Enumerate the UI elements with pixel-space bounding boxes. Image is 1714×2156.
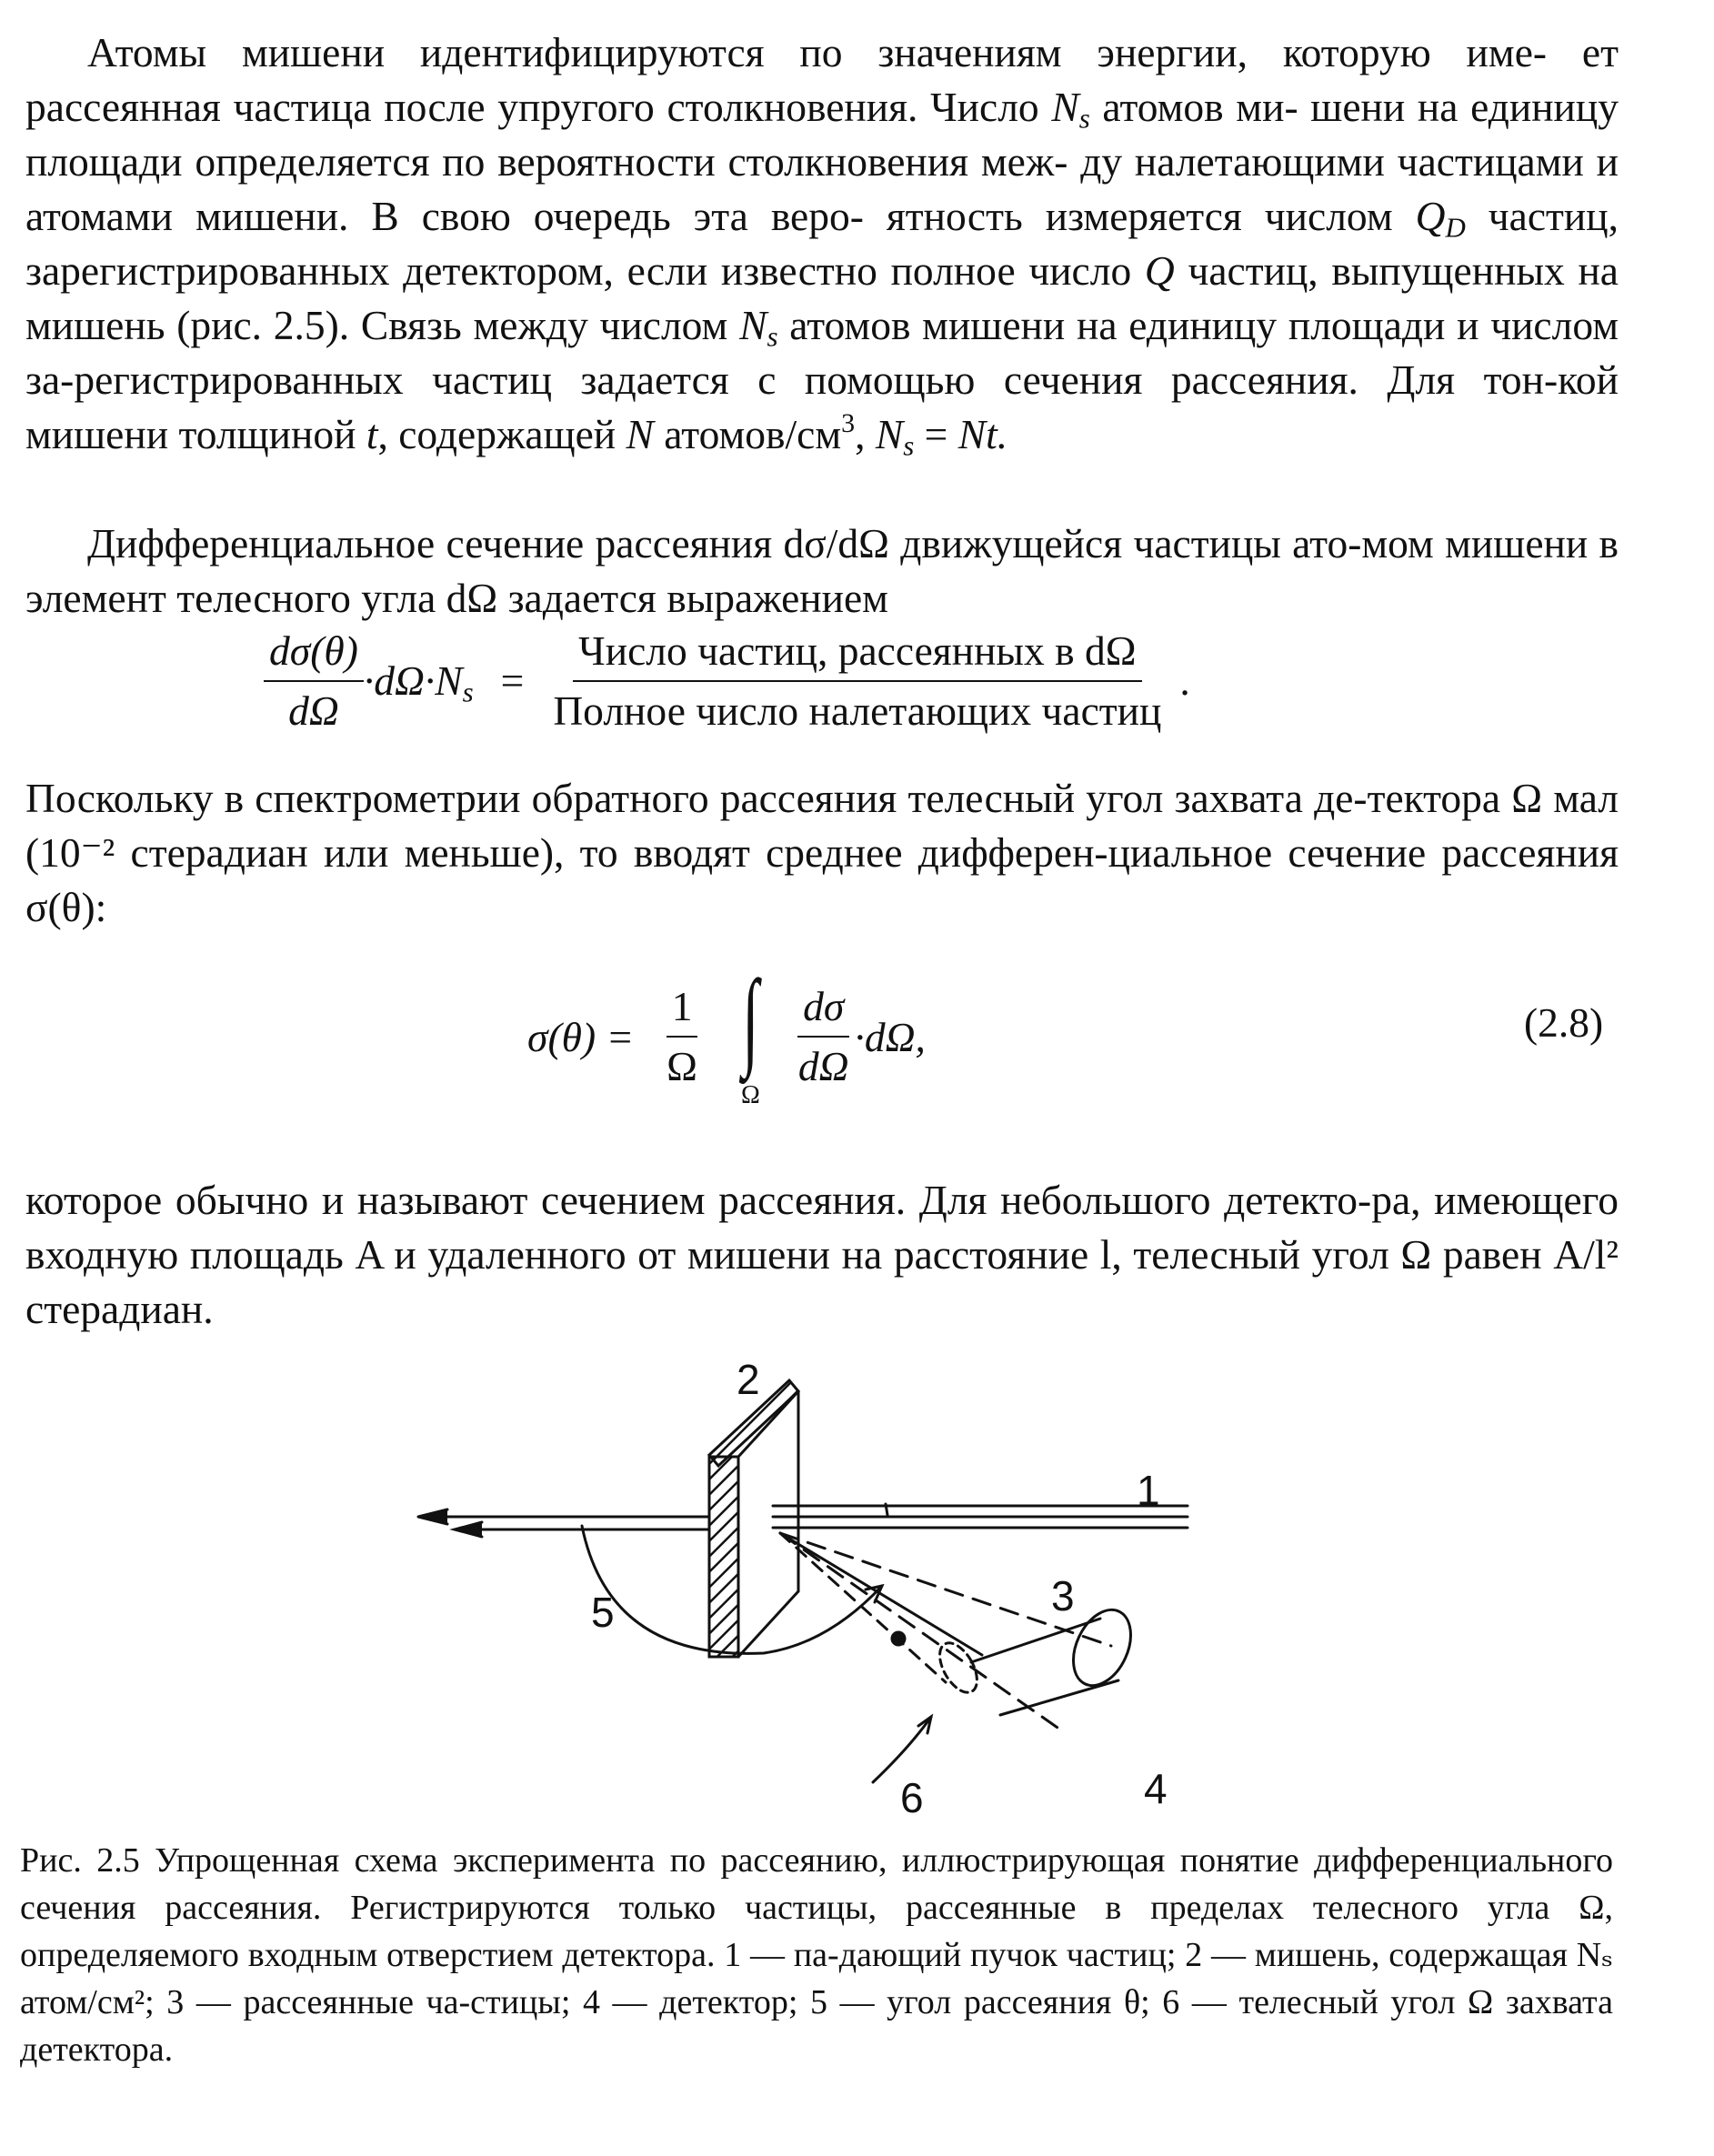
label-2: 2: [737, 1356, 760, 1403]
solid-angle-ellipse: [932, 1637, 985, 1699]
eq2-tail: ·dΩ,: [854, 1013, 926, 1060]
eq2-fraction-numerator: 1: [667, 985, 698, 1038]
label-3: 3: [1051, 1572, 1075, 1620]
paragraph-1: [25, 25, 1619, 462]
detector-body-bottom: [1000, 1680, 1118, 1715]
detector-body-top: [971, 1619, 1100, 1662]
eq1-period: .: [1179, 657, 1190, 705]
scattered-ray-dashed: [780, 1533, 946, 1682]
eq2-derivative-numerator: dσ: [797, 985, 849, 1038]
eq1-equals: =: [500, 657, 525, 705]
equation-1: [264, 629, 1190, 733]
eq2-integral: [736, 958, 766, 1109]
eq1-lhs-denominator: dΩ: [288, 687, 339, 734]
paragraph-1-text: Атомы мишени идентифицируются по значениям энергии, которую име- ет рассеянная частица после упругого столкновения. Число $N_s$ атомов ми- шени на единицу площади определяется по вероятности столкновения меж- ду налетающими частицами и атомами мишени. В свою очередь эта веро- ятность измеряется числом $Q_D$ частиц, зарегистрированных детектором, если известно полное число Q частиц, выпущенных на мишень (рис. 2.5). Связь между числом $N_s$ атомов мишени на единицу площади и числом за-регистрированных частиц задается с помощью сечения рассеяния. Для тон-кой мишени толщиной t, содержащей N атомов/$см^3$, $N_s = Nt$.: [25, 29, 1619, 462]
label-6: 6: [900, 1774, 924, 1821]
scattered-particle: [892, 1632, 905, 1645]
integral-subscript: Ω: [741, 1081, 760, 1109]
paragraph-4-text: которое обычно и называют сечением рассеяния. Для небольшого детекто-ра, имеющего входную площадь A и удаленного от мишени на расстояние l, телесный угол Ω равен A/l² стерадиан.: [25, 1177, 1619, 1332]
paragraph-3-text: Поскольку в спектрометрии обратного рассеяния телесный угол захвата де-тектора Ω мал (10⁻² стерадиан или меньше), то вводят среднее дифферен-циальное сечение рассеяния σ(θ):: [25, 775, 1619, 930]
paragraph-3: [25, 771, 1619, 935]
figure-caption: Рис. 2.5 Упрощенная схема эксперимента по рассеянию, иллюстрирующая понятие дифференциального сечения рассеяния. Регистрируются только частицы, рассеянные в пределах телесного угла Ω, определяемого входным отверстием детектора. 1 — па-дающий пучок частиц; 2 — мишень, содержащая Nₛ атом/см²; 3 — рассеянные ча-стицы; 4 — детектор; 5 — угол рассеяния θ; 6 — телесный угол Ω захвата детектора.: [20, 1841, 1613, 2069]
eq2-fraction: [661, 985, 703, 1088]
eq1-rhs-fraction: [547, 629, 1167, 733]
eq1-rhs-numerator: Число частиц, рассеянных в dΩ: [573, 629, 1141, 682]
eq2-fraction-denominator: Ω: [667, 1043, 697, 1089]
eq1-lhs-numerator: dσ(θ): [264, 629, 364, 682]
label-1: 1: [1137, 1467, 1160, 1514]
eq2-derivative: [793, 985, 855, 1088]
scattering-schematic: [400, 1355, 1218, 1828]
paragraph-2: [25, 516, 1619, 626]
equation-2: [527, 958, 926, 1109]
equation-number: (2.8): [1524, 999, 1604, 1046]
tick-mark: [886, 1504, 887, 1515]
left-arrowhead-1: [418, 1509, 447, 1524]
label-4: 4: [1144, 1765, 1168, 1812]
figure-2-5: [400, 1355, 1218, 1828]
eq1-lhs-fraction: [264, 629, 364, 733]
target-front-face: [709, 1457, 738, 1657]
paragraph-4: [25, 1173, 1619, 1337]
integral-sign: ∫: [742, 958, 759, 1078]
eq1-lhs-tail: $\cdot d\Omega\cdot N_s$: [363, 657, 474, 708]
cone-lower-edge: [780, 1533, 1060, 1730]
paragraph-2-text: Дифференциальное сечение рассеяния dσ/dΩ движущейся частицы ато-мом мишени в элемент телесного угла dΩ задается выражением: [25, 520, 1619, 621]
eq2-lhs: σ(θ) =: [527, 1013, 635, 1060]
label-5: 5: [591, 1589, 615, 1636]
eq2-derivative-denominator: dΩ: [797, 1043, 849, 1089]
left-arrowhead-2: [455, 1522, 482, 1537]
eq1-rhs-denominator: Полное число налетающих частиц: [553, 687, 1162, 734]
scattered-ray-solid: [780, 1533, 982, 1655]
